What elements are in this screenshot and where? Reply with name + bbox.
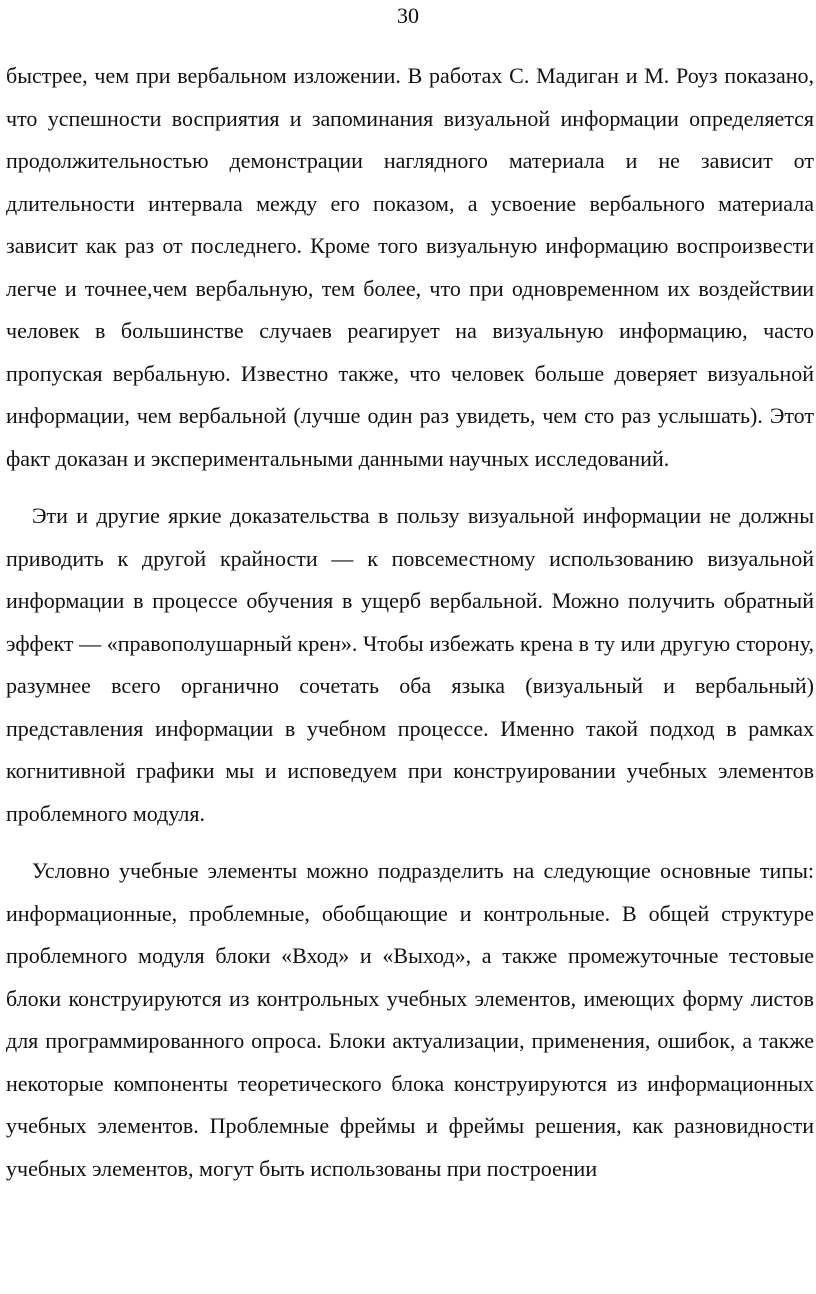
paragraph-1: быстрее, чем при вербальном изложении. В работах С. Мадиган и М. Роуз показано, что успешности восприятия и запоминания визуальной информации определяется продолжительностью демонстрации наглядного материала и не зависит от длительности интервала между его показом, а усвоение вербального материала зависит как раз от последнего. Кроме того визуальную информацию воспроизвести легче и точнее,чем вербальную, тем более, что при одновременном их воздействии человек в большинстве случаев реагирует на визуальную информацию, часто пропуская вербальную. Известно также, что человек больше доверяет визуальной информации, чем вербальной (лучше один раз увидеть, чем сто раз услышать). Этот факт доказан и экспериментальными данными научных исследований.	[6, 63, 814, 471]
document-body	[6, 55, 814, 1190]
page-number: 30	[397, 3, 419, 28]
paragraph-2: Эти и другие яркие доказательства в пользу визуальной информации не должны приводить к другой крайности — к повсеместному использованию визуальной информации в процессе обучения в ущерб вербальной. Можно получить обратный эффект — «правополушарный крен». Чтобы избежать крена в ту или другую сторону, разумнее всего органично сочетать оба языка (визуальный и вербальный) представления информации в учебном процессе. Именно такой подход в рамках когнитивной графики мы и исповедуем при конструировании учебных элементов проблемного модуля.	[6, 503, 814, 826]
paragraph-3: Условно учебные элементы можно подразделить на следующие основные типы: информационные, проблемные, обобщающие и контрольные. В общей структуре проблемного модуля блоки «Вход» и «Выход», а также промежуточные тестовые блоки конструируются из контрольных учебных элементов, имеющих форму листов для программированного опроса. Блоки актуализации, применения, ошибок, а также некоторые компоненты теоретического блока конструируются из информационных учебных элементов. Проблемные фреймы и фреймы решения, как разновидности учебных элементов, могут быть использованы при построении	[6, 858, 814, 1181]
